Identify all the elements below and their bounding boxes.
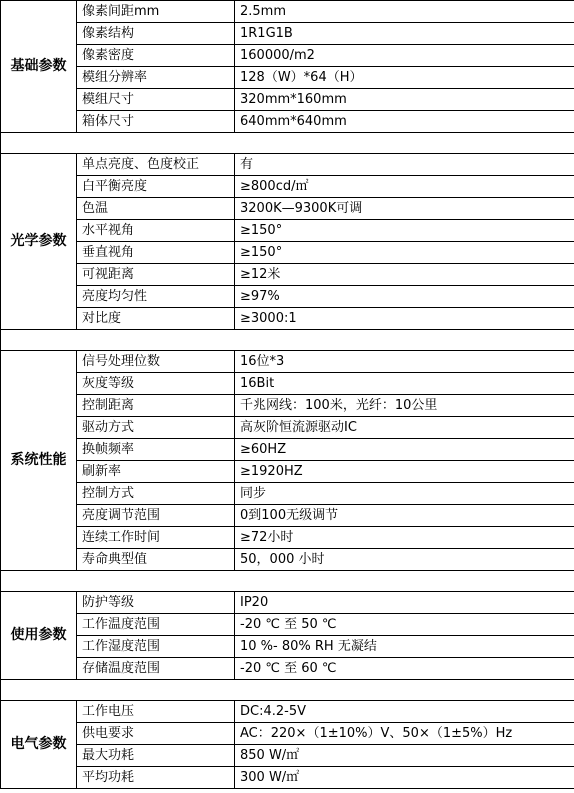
table-row — [1, 701, 574, 723]
param-value: ≥3000:1 — [235, 308, 574, 330]
param-value: 850 W/㎡ — [235, 745, 574, 767]
table-row — [1, 439, 574, 461]
param-label: 色温 — [77, 198, 235, 220]
param-value: 320mm*160mm — [235, 89, 574, 111]
param-label: 控制方式 — [77, 483, 235, 505]
table-row — [1, 23, 574, 45]
param-label: 信号处理位数 — [77, 351, 235, 373]
param-label: 像素密度 — [77, 45, 235, 67]
param-label: 亮度均匀性 — [77, 286, 235, 308]
param-label: 单点亮度、色度校正 — [77, 154, 235, 176]
table-row — [1, 461, 574, 483]
group-separator-row — [1, 330, 574, 351]
group-separator-row — [1, 133, 574, 154]
table-row — [1, 67, 574, 89]
table-row — [1, 111, 574, 133]
group-separator-cell — [1, 330, 574, 351]
group-separator-cell — [1, 680, 574, 701]
group-separator-row — [1, 571, 574, 592]
table-row — [1, 154, 574, 176]
param-label: 对比度 — [77, 308, 235, 330]
param-value: 高灰阶恒流源驱动IC — [235, 417, 574, 439]
param-value: -20 ℃ 至 50 ℃ — [235, 614, 574, 636]
category-label: 使用参数 — [1, 592, 77, 680]
param-label: 最大功耗 — [77, 745, 235, 767]
param-value: ≥97% — [235, 286, 574, 308]
param-value: -20 ℃ 至 60 ℃ — [235, 658, 574, 680]
table-row — [1, 45, 574, 67]
param-value: 有 — [235, 154, 574, 176]
table-row — [1, 1, 574, 23]
param-value: 同步 — [235, 483, 574, 505]
param-label: 驱动方式 — [77, 417, 235, 439]
table-row — [1, 198, 574, 220]
spec-table-body — [1, 1, 574, 789]
table-row — [1, 723, 574, 745]
param-value: 640mm*640mm — [235, 111, 574, 133]
category-label: 光学参数 — [1, 154, 77, 330]
param-value: 16Bit — [235, 373, 574, 395]
table-row — [1, 89, 574, 111]
table-row — [1, 220, 574, 242]
param-value: 0到100无级调节 — [235, 505, 574, 527]
param-label: 灰度等级 — [77, 373, 235, 395]
param-value: ≥150° — [235, 220, 574, 242]
param-label: 刷新率 — [77, 461, 235, 483]
table-row — [1, 373, 574, 395]
group-separator-cell — [1, 133, 574, 154]
param-label: 垂直视角 — [77, 242, 235, 264]
param-label: 像素间距mm — [77, 1, 235, 23]
param-value: 300 W/㎡ — [235, 767, 574, 789]
param-value: ≥12米 — [235, 264, 574, 286]
table-row — [1, 658, 574, 680]
table-row — [1, 767, 574, 789]
table-row — [1, 483, 574, 505]
param-value: 3200K—9300K可调 — [235, 198, 574, 220]
param-label: 工作湿度范围 — [77, 636, 235, 658]
table-row — [1, 505, 574, 527]
param-label: 像素结构 — [77, 23, 235, 45]
param-value: 16位*3 — [235, 351, 574, 373]
category-label: 电气参数 — [1, 701, 77, 789]
param-label: 模组尺寸 — [77, 89, 235, 111]
param-value: ≥150° — [235, 242, 574, 264]
param-label: 存储温度范围 — [77, 658, 235, 680]
param-label: 连续工作时间 — [77, 527, 235, 549]
table-row — [1, 242, 574, 264]
table-row — [1, 395, 574, 417]
param-label: 工作温度范围 — [77, 614, 235, 636]
table-row — [1, 308, 574, 330]
param-label: 寿命典型值 — [77, 549, 235, 571]
table-row — [1, 636, 574, 658]
table-row — [1, 264, 574, 286]
group-separator-row — [1, 680, 574, 701]
param-label: 防护等级 — [77, 592, 235, 614]
param-label: 可视距离 — [77, 264, 235, 286]
param-value: 2.5mm — [235, 1, 574, 23]
group-separator-cell — [1, 571, 574, 592]
param-value: ≥1920HZ — [235, 461, 574, 483]
param-label: 白平衡亮度 — [77, 176, 235, 198]
param-label: 工作电压 — [77, 701, 235, 723]
param-value: 10 %- 80% RH 无凝结 — [235, 636, 574, 658]
param-value: IP20 — [235, 592, 574, 614]
param-value: DC:4.2-5V — [235, 701, 574, 723]
param-label: 水平视角 — [77, 220, 235, 242]
param-value: 千兆网线：100米，光纤：10公里 — [235, 395, 574, 417]
param-label: 箱体尺寸 — [77, 111, 235, 133]
table-row — [1, 745, 574, 767]
table-row — [1, 549, 574, 571]
category-label: 系统性能 — [1, 351, 77, 571]
param-label: 供电要求 — [77, 723, 235, 745]
category-label: 基础参数 — [1, 1, 77, 133]
param-value: AC：220×（1±10%）V、50×（1±5%）Hz — [235, 723, 574, 745]
param-value: 50，000 小时 — [235, 549, 574, 571]
table-row — [1, 351, 574, 373]
table-row — [1, 176, 574, 198]
param-label: 平均功耗 — [77, 767, 235, 789]
param-label: 换帧频率 — [77, 439, 235, 461]
table-row — [1, 286, 574, 308]
table-row — [1, 417, 574, 439]
param-value: ≥60HZ — [235, 439, 574, 461]
table-row — [1, 527, 574, 549]
param-label: 亮度调节范围 — [77, 505, 235, 527]
param-value: 128（W）*64（H） — [235, 67, 574, 89]
param-label: 模组分辨率 — [77, 67, 235, 89]
param-value: ≥800cd/㎡ — [235, 176, 574, 198]
table-row — [1, 592, 574, 614]
param-value: 160000/m2 — [235, 45, 574, 67]
table-row — [1, 614, 574, 636]
param-value: 1R1G1B — [235, 23, 574, 45]
param-value: ≥72小时 — [235, 527, 574, 549]
param-label: 控制距离 — [77, 395, 235, 417]
